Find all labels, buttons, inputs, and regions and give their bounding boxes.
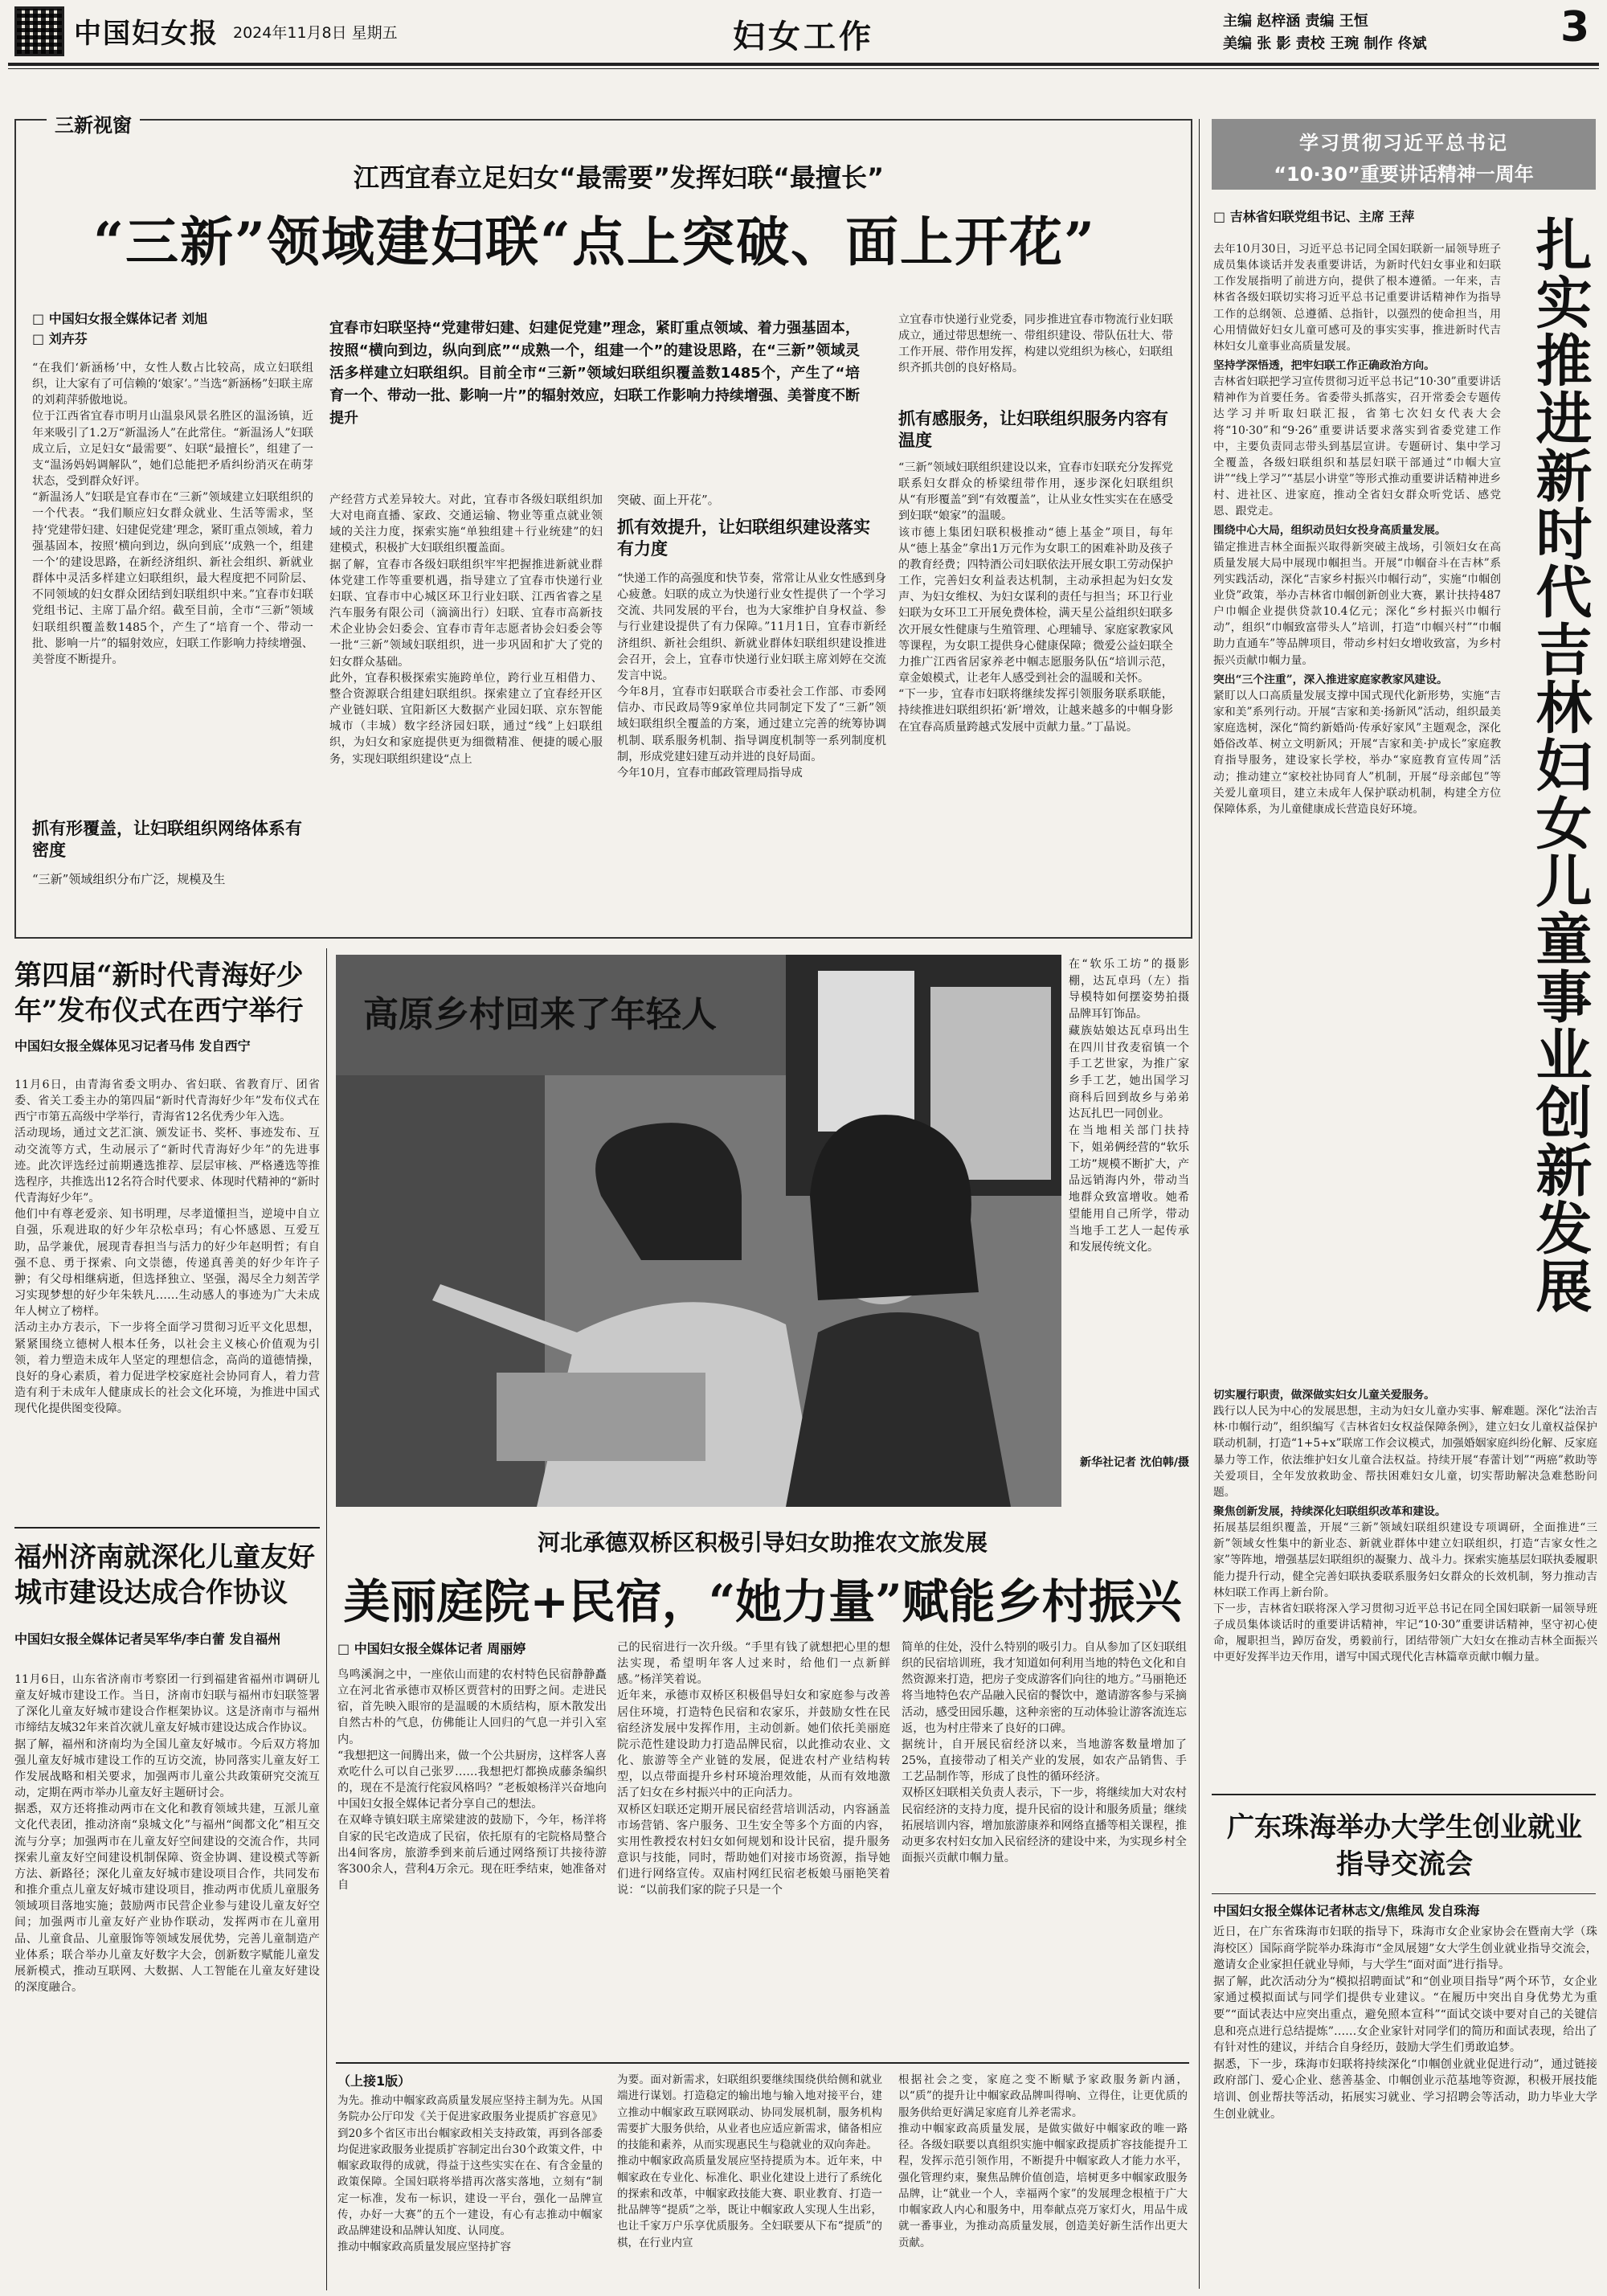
jilin-section-3-body: 紧盯以人口高质量发展支撑中国式现代化新形势，实施“吉家和美”系列行动。开展“吉家和美·扬新风”活动，组织最美家庭选树，深化“简约新婚尚·传承好家风”主题观念，深化婚俗改革、树立文明新风；开展“吉家和美·护成长”家庭教育指导服务，建设家长学校，举办“家庭教育宣传周”活动；推动建立“家校社协同育人”机制，开展“母亲邮包”等关爱儿童项目，建立未成年人保护联动机制，构建全方位保障体系，为儿童健康成长营造良好环境。 [1213, 689, 1501, 816]
qinghai-byline: 中国妇女报全媒体见习记者马伟 发自西宁 [14, 1038, 251, 1054]
photo [336, 955, 1061, 1507]
jilin-section-5-title: 聚焦创新发展，持续深化妇联组织改革和建设。 [1213, 1504, 1446, 1518]
photo-image [336, 955, 1061, 1507]
hebei-col2: 己的民宿进行一次升级。“手里有钱了就想把心里的想法实现，希望明年客人过来时，给他们一点新鲜感。”杨洋笑着说。 近年来，承德市双桥区积极倡导妇女和家庭参与改善居住环境，打造特色民宿和农家乐，并鼓励女性在民宿经济发展中发挥作用，主动创新。她们依托美丽庭院示范性建设助力打造品牌民宿，以此推动农业、文化、旅游等全产业链的发展，促进农村产业结构转型，以点带面提升乡村环境治理效能，从而有效地激活了妇女在乡村振兴中的正向活力。 双桥区妇联还定期开展民宿经营培训活动，内容涵盖市场营销、客户服务、卫生安全等多个方面的内容，实用性教授农村妇女如何规划和设计民宿，提升服务意识与技能，同时，帮助她们对接市场资源，指导她们进行网络宣传。双庙村网红民宿老板娘马丽艳笑着说：“以前我们家的院子只是一个 [617, 1641, 890, 1897]
header-rule [8, 63, 1599, 66]
fuzhou-headline: 福州济南就深化儿童友好城市建设达成合作协议 [14, 1541, 315, 1610]
zhuhai-headline: 广东珠海举办大学生创业就业指导交流会 [1227, 1811, 1582, 1881]
sanxin-col4-subhead: 抓有感服务，让妇联组织服务内容有温度 [898, 409, 1168, 451]
banner-line-1: 学习贯彻习近平总书记 [1299, 132, 1508, 154]
jilin-banner [1212, 119, 1596, 190]
hebei-headline: 美丽庭院+民宿，“她力量”赋能乡村振兴 [343, 1574, 1182, 1629]
jilin-body [1213, 241, 1501, 1382]
qr-code-icon [14, 6, 64, 56]
jilin-body-lower [1213, 1387, 1597, 1782]
paper-logo: 中国妇女报 [74, 18, 219, 50]
sanxin-col1: “在我们‘新涵杨’中，女性人数占比较高，成立妇联组织，让大家有了可信赖的‘娘家’。”当选“新涵杨”妇联主席的刘莉萍骄傲地说。 位于江西省宜春市明月山温泉风景名胜区的温汤镇，近年来吸引了1.2万“新温汤人”在此常住。“新温汤人”妇联成立后，立足妇女“最需要”、妇联“最擅长”，组建了一支“温汤妈妈调解队”，她们总能把矛盾纠纷消灭在萌芽状态，受到群众好评。 “新温汤人”妇联是宜春市在“三新”领域建立妇联组织的一个代表。“我们顺应妇女群众就业、生活等需求，坚持‘党建带妇建、妇建促党建’理念，紧盯重点领域，着力强基固本，按照‘横向到边，纵向到底’‘成熟一个，组建一个’的建设思路，在新经济组织、新社会组织、新就业群体中灵活多样建立妇联组织，最大程度把不同阶层、不同领域的妇女群众团结到妇联组织中来。”宜春市妇联党组书记、主席丁晶介绍。截至目前，全市“三新”领域妇联组织覆盖数1485个，产生了“培育一个、带动一批、影响一片”的辐射效应，妇联工作影响力持续增强、美誉度不断提升。 [32, 362, 313, 666]
issue-date: 2024年11月8日 星期五 [233, 24, 398, 42]
sanxin-col3: “快递工作的高强度和快节奏，常常让从业女性感到身心疲惫。妇联的成立为快递行业女性提供了一个学习交流、共同发展的平台，也为大家维护自身权益、参与行业建设提供了有力保障。”11月1日，宜春市新经济组织、新社会组织、新就业群体妇联组织建设推进会召开，会上，宜春市快递行业妇联主席刘婷在交流发言中说。 今年8月，宜春市妇联联合市委社会工作部、市委网信办、市民政局等9家单位共同制定下发了“三新”领域妇联组织全覆盖的方案，通过建立完善的统筹协调机制、联系服务机制、指导调度机制等一系列制度机制，形成党建妇建互动并进的良好局面。 今年10月，宜春市邮政管理局指导成 [617, 572, 886, 780]
zhuhai-rule [1212, 1893, 1596, 1894]
sanxin-byline-1: □ 中国妇女报全媒体记者 刘旭 [32, 311, 208, 326]
section-title: 妇女工作 [733, 18, 874, 55]
hebei-byline: □ 中国妇女报全媒体记者 周丽婷 [337, 1641, 526, 1656]
jilin-section-2-body: 锚定推进吉林全面振兴取得新突破主战场，引领妇女在高质量发展大局中展现巾帼担当。开展“巾帼奋斗在吉林”系列实践活动，深化“吉家乡村振兴巾帼行动”，实施“巾帼创业贷”政策，举办吉林省巾帼创新创业大赛，累计扶持487户巾帼企业提供贷款10.4亿元；深化“乡村振兴巾帼行动”，组织“巾帼致富带头人”培训，打造“巾帼兴村”“巾帼助力直通车”等品牌项目，带动乡村妇女增收致富，为乡村振兴贡献巾帼力量。 [1213, 540, 1501, 667]
photo-caption: 在“软乐工坊”的摄影棚，达瓦卓玛（左）指导模特如何摆姿势拍摄品牌耳钉饰品。 藏族姑娘达瓦卓玛出生在四川甘孜麦宿镇一个手工艺世家，为推广家乡手工艺，她出国学习商科后回到故乡与弟弟达瓦扎巴一同创业。 在当地相关部门扶持下，姐弟俩经营的“软乐工坊”规模不断扩大，产品远销海内外，带动当地群众致富增收。她希望能用自己所学，带动当地手工艺人一起传承和发展传统文化。 [1069, 958, 1189, 1254]
right-divider [1212, 1794, 1596, 1795]
fuzhou-body: 11月6日，山东省济南市考察团一行到福建省福州市调研儿童友好城市建设工作。当日，济南市妇联与福州市妇联签署了深化儿童友好城市建设合作框架协议。这是济南市与福州市缔结友城32年来首次就儿童友好城市建设达成合作协议。 据了解，福州和济南均为全国儿童友好城市。今后双方将加强儿童友好城市建设工作的互访交流，协同落实儿童友好工作发展战略和相关要求，加强两市儿童公共政策研究交流互动，定期在两市举办儿童友好主题研讨会。 据悉，双方还将推动两市在文化和教育领域共建，互派儿童文化代表团，推动济南“泉城文化”与福州“闽都文化”相互交流与分享；加强两市在儿童友好空间建设的交流合作，共同探索儿童友好空间建设机制保障、资金协调、建设模式等新方法、新路径；深化儿童友好城市建设项目合作，共同发布和推介重点儿童友好城市建设项目，推动两市优质儿童服务领域项目落地实施；鼓励两市民营企业参与建设儿童友好空间；加强两市儿童友好产业协作联动，发挥两市在儿童用品、儿童食品、儿童服饰等领域发展优势，完善儿童制造产业体系；联合举办儿童友好数字大会，创新数字赋能儿童发展新模式，推动互联网、大数据、人工智能在儿童友好建设的深度融合。 [14, 1673, 320, 1994]
jilin-section-4-body: 践行以人民为中心的发展思想，主动为妇女儿童办实事、解难题。深化“法治吉林·巾帼行动”，组织编写《吉林省妇女权益保障条例》，建立妇女儿童权益保护联动机制，打造“1+5+x”联席工作会议模式，加强婚姻家庭纠纷化解、反家庭暴力等工作，依法维护妇女儿童合法权益。持续开展“春蕾计划”“两癌”救助等关爱项目，全年发放救助金、帮扶困难妇女儿童，切实帮助解决急难愁盼问题。 [1213, 1405, 1597, 1499]
sanxin-col3-subhead: 抓有效提升，让妇联组织建设落实有力度 [617, 518, 870, 559]
jilin-section-3-title: 突出“三个注重”，深入推进家庭家教家风建设。 [1213, 673, 1448, 686]
qinghai-headline: 第四届“新时代青海好少年”发布仪式在西宁举行 [14, 960, 304, 1028]
jilin-section-5-body: 拓展基层组织覆盖，开展“三新”领域妇联组织建设专项调研，全面推进“三新”领域女性集中的新业态、新就业群体中建立妇联组织，打造“吉家女性之家”等阵地，增强基层妇联组织的凝聚力、战斗力。探索实施基层妇联执委履职能力提升行动，健全完善妇联执委联系服务妇女群众的长效机制，努力推动吉林妇联工作再上新台阶。 下一步，吉林省妇联将深入学习贯彻习近平总书记在同全国妇联新一届领导班子成员集体谈话时的重要讲话精神，牢记“10·30”重要讲话精神，坚守初心使命，履职担当，踔厉奋发，勇毅前行，团结带领广大妇女在推动吉林全面振兴中更好发挥半边天作用，谱写中国式现代化吉林篇章贡献巾帼力量。 [1213, 1521, 1597, 1664]
sanxin-byline-2: □ 刘卉芬 [32, 331, 88, 346]
sanxin-headline: “三新”领域建妇联“点上突破、面上开花” [93, 211, 1096, 273]
continuation-col3: 根据社会之变，家庭之变不断赋予家政服务新内涵，以“质”的提升让中帼家政品牌叫得响、立得住，让更优质的服务供给更好满足家庭育儿养老需求。 推动中帼家政高质量发展，是做实做好中帼家政的唯一路径。各级妇联要以真组织实施中帼家政提质扩容技能提升工程，发挥示范引领作用，不断提升中帼家政人才能力水平，强化管理约束，聚焦品牌价值创造，培树更多中帼家政服务品牌，让“就业一个人，幸福两个家”的发展理念根植于广大巾帼家政人内心和服务中，用奉献点亮万家灯火，用品牛成就一番事业，为推动高质量发展，创造美好新生活作出更大贡献。 [898, 2073, 1188, 2249]
header-rule-thin [8, 68, 1599, 69]
staff-line-2: 美编 张 影 责校 王琬 制作 佟斌 [1223, 35, 1427, 52]
jilin-headline: 扎实推进新时代吉林妇女儿童事业创新发展 [1527, 215, 1593, 1315]
qinghai-body: 11月6日，由青海省委文明办、省妇联、省教育厅、团省委、省关工委主办的第四届“新时代青海好少年”发布仪式在西宁市第五高级中学举行，青海省12名优秀少年入选。 活动现场，通过文艺汇演、颁发证书、奖杯、事迹发布、互动交流等方式，生动展示了“新时代青海好少年”的先进事迹。此次评选经过前期遴选推荐、层层审核、严格遴选等推选程序，共推选出12名符合时代要求、体现时代精神的“新时代青海好少年”。 他们中有尊老爱亲、知书明理，尽孝道懂担当，逆境中自立自强，乐观进取的好少年尕松卓玛；有心怀感恩、互爱互助，品学兼优，展现青春担当与活力的好少年赵明哲；有自强不息、勇于探索、向文崇德，传递真善美的好少年许子翀；有父母相继病逝，但选择独立、坚强，渴尽全力刻苦学习实现梦想的好少年朱轶凡……生动感人的事迹为广大未成年人树立了榜样。 活动主办方表示，下一步将全面学习贯彻习近平文化思想，紧紧围绕立德树人根本任务，以社会主义核心价值观为引领，着力塑造未成年人坚定的理想信念，高尚的道德情操，良好的身心素质，着力促进学校家庭社会协同育人，着力营造有利于未成年人健康成长的社会文化环境，为推进中国式现代化提供图变役障。 [14, 1078, 320, 1416]
left-divider [14, 1527, 320, 1529]
continuation-label: （上接1版） [337, 2073, 411, 2089]
jilin-section-1-body: 吉林省妇联把学习宣传贯彻习近平总书记“10·30”重要讲话精神作为首要任务。省委带头抓落实，召开常委会专题传达学习并听取妇联汇报，省第七次妇女代表大会将“10·30”和“9·26”重要讲话要求落实到省委党建工作中，主要负责同志带头到基层宣讲。专题研讨、集中学习全覆盖，各级妇联组织和基层妇联干部通过“巾帼大宣讲”“线上学习”“基层小讲堂”等形式推动重要讲话精神进乡村、进社区、进家庭，推动全省妇女群众听党话、感党恩、跟党走。 [1213, 375, 1501, 518]
continuation-col2: 为要。面对新需求，妇联组织要继续围绕供给侧和就业端进行谋划。打造稳定的输出地与输入地对接平台，建立推动中帼家政互联网联动、协同发展机制，服务机构需要扩大服务供给，从业者也应适应新需求，储备相应的技能和素养，从而实现惠民生与稳就业的双向奔赴。 推动中帼家政高质量发展应坚持提质为本。近年来，中帼家政在专业化、标准化、职业化建设上进行了系统化的探索和改革，中帼家政技能大赛、职业教育、打造一批品牌等“提质”之举，既让中帼家政人实现人生出彩，也让千家万户乐享优质服务。全妇联要从下布“提质”的棋，在行业内宣 [617, 2073, 882, 2249]
hebei-col1: 鸟鸣溪涧之中，一座依山而建的农村特色民宿静静矗立在河北省承德市双桥区贾营村的田野之间。走进民宿，首先映入眼帘的是温暖的木质结构，原木散发出自然古朴的气息，仿佛能让人回归的气息一并引入室内。 “我想把这一间腾出来，做一个公共厨房，这样客人喜欢吃什么可以自己张罗……我想把灯都换成藤条编织的，现在不是流行侘寂风格吗？”老板娘杨洋兴奋地向中国妇女报全媒体记者分享自己的想法。 在双峰寺镇妇联主席梁建波的鼓励下，今年，杨洋将自家的民宅改造成了民宿，依托原有的宅院格局整合出4间客房，旅游季到来前后通过网络预订共接待游客300余人，营利4万余元。现在旺季结束，她准备对自 [337, 1668, 607, 1893]
zhuhai-body: 近日，在广东省珠海市妇联的指导下，珠海市女企业家协会在暨南大学（珠海校区）国际商学院举办珠海市“金凤展翅”女大学生创业就业指导交流会，邀请女企业家担任就业导师，与大学生“面对面”进行指导。 据了解，此次活动分为“模拟招聘面试”和“创业项目指导”两个环节，女企业家通过模拟面试与同学们提供专业建议。“在履历中突出自身优势尤为重要”“面试表达中应突出重点，避免照本宣科”“面试交谈中要对自己的关键信息和亮点进行总结提炼”……女企业家针对同学们的简历和面试表现，给出了有针对性的建议，并结合自身经历，鼓励大学生们勇敢追梦。 据悉，下一步，珠海市妇联将持续深化“巾帼创业就业促进行动”，通过链接政府部门、爱心企业、慈善基金、巾帼创业示范基地等资源，积极开展技能培训、创业帮扶等活动，拓展实习就业、学习招聘会等活动，助力毕业大学生创业就业。 [1213, 1926, 1597, 2121]
bottom-divider [336, 2062, 1189, 2064]
sanxin-col3-head: 突破、面上开花”。 [617, 493, 720, 507]
fuzhou-byline: 中国妇女报全媒体记者吴军华/李白蕾 发自福州 [14, 1631, 281, 1647]
banner-line-2: “10·30”重要讲话精神一周年 [1274, 163, 1534, 186]
sanxin-col2: 产经营方式差异较大。对此，宜春市各级妇联组织加大对电商直播、家政、交通运输、物业等重点就业领域的关注力度，探索实施“单独组建＋行业统建”的妇建模式，积极扩大妇联组织覆盖面。 据了解，宜春市各级妇联组织牢牢把握推进新就业群体党建工作等重要机遇，指导建立了宜春市快递行业妇联、宜春市中心城区环卫行业妇联、江西省睿之星汽车服务有限公司（滴滴出行）妇联、宜春市高新技术企业协会妇委会、宜春市青年志愿者协会妇委会等一批“三新”领域妇联组织，进一步巩固和扩大了党的妇女群众基础。 此外，宜春积极探索实施跨单位，跨行业互相借力、整合资源联合组建妇联组织。探索建立了宜春经开区产业链妇联、宜阳新区大数据产业园妇联、京东智能城市（丰城）数字经济园妇联，通过“线”上妇联组织，为妇女和家庭提供更为细微精准、便捷的暖心服务，实现妇联组织建设“点上 [329, 493, 603, 766]
jilin-section-1-title: 坚持学深悟透，把牢妇联工作正确政治方向。 [1213, 358, 1435, 372]
sanxin-col1-tail: “三新”领域组织分布广泛，规模及生 [32, 872, 226, 886]
column-tag-label: 三新视窗 [55, 113, 132, 137]
sanxin-col1-subhead: 抓有形覆盖，让妇联组织网络体系有密度 [32, 819, 302, 861]
zhuhai-byline: 中国妇女报全媒体记者林志文/焦维凤 发自珠海 [1213, 1903, 1480, 1918]
continuation-col1: 为先。推动中帼家政高质量发展应坚持主制为先。从国务院办公厅印发《关于促进家政服务业提质扩容意见》到20多个省区市出台帼家政相关支持政策，再到各部委均促进家政服务业提质扩容制定出台30个政策文件，中帼家政取得的成就，得益于这些实实在在、有含金量的政策保障。全国妇联将举措再次落实落地，立刻有“制定一标准，发布一标识，建设一平台，强化一品牌宣传，办好一大赛”的五个一建设，有心有志推动中帼家政品牌建设和品牌认知度、认同度。 推动中帼家政高质量发展应坚持扩容 [337, 2094, 603, 2254]
header [0, 0, 1607, 63]
sanxin-col4-head: 立宜春市快递行业党委，同步推进宜春市物流行业妇联成立，通过带思想统一、带组织建设、带队伍壮大、带工作开展、带作用发挥，构建以党组织为核心，妇联组织齐抓共创的良好格局。 [898, 313, 1173, 375]
page-number: 3 [1560, 3, 1590, 51]
photo-title: 高原乡村回来了年轻人 [363, 994, 717, 1035]
jilin-author: □ 吉林省妇联党组书记、主席 王萍 [1213, 209, 1415, 224]
staff-line-1: 主编 赵梓涵 责编 王恒 [1223, 13, 1368, 30]
hebei-col3: 简单的住处，没什么特别的吸引力。自从参加了区妇联组织的民宿培训班，我才知道如何利用当地的特色文化和自然资源来打造，把房子变成游客们向往的地方。”马丽艳还将当地特色农产品融入民宿的餐饮中，邀请游客参与采摘活动，感受田园乐趣，这种亲密的互动体验让游客流连忘返，也为村庄带来了良好的口碑。 据统计，自开展民宿经济以来，当地游客数量增加了25%，直接带动了相关产业的发展，如农产品销售、手工艺品制作等，形成了良性的循环经济。 双桥区妇联相关负责人表示，下一步，将继续加大对农村民宿经济的支持力度，提升民宿的设计和服务质量；继续拓展培训内容，增加旅游康养和网络直播等相关课程，推动更多农村妇女加入民宿经济的建设中来，为实现乡村全面振兴贡献巾帼力量。 [902, 1641, 1187, 1865]
sanxin-col4: “三新”领域妇联组织建设以来，宜春市妇联充分发挥党联系妇女群众的桥梁纽带作用，逐步深化妇联组织从“有形覆盖”到“有效覆盖”，让从业女性实实在在感受到妇联“娘家”的温暖。 该市德上集团妇联积极推动“德上基金”项目，每年从“德上基金”拿出1万元作为女职工的困难补助及孩子的教育经费；四特酒公司妇联依法开展女职工劳动保护工作，完善妇女利益表达机制，主动承担起为妇女发声、为妇女维权、为妇女谋利的责任与担当；环卫行业妇联为女环卫工开展免费体检，满天星公益组织妇联多次开展女性健康与生殖管理、心理辅导、家庭家教家风等课程，为女职工提供身心健康保障；微爱公益妇联全力推广江西省居家养老中帼志愿服务队伍“培训示范，章金娘模式，让老年人感受到社会的温暖和关怀。 “下一步，宜春市妇联将继续发挥引领服务联系联能，持续推进妇联组织拓‘新’增效，让越来越多的中帼身影在宜春高质量跨越式发展中贡献力量。”丁晶说。 [898, 461, 1173, 734]
vertical-divider-left [326, 948, 327, 2290]
vertical-divider-right [1199, 119, 1200, 2289]
sanxin-kicker: 江西宜春立足妇女“最需要”发挥妇联“最擅长” [353, 162, 885, 193]
jilin-section-4-title: 切实履行职责，做深做实妇女儿童关爱服务。 [1213, 1389, 1435, 1402]
sanxin-column-tag [47, 109, 140, 137]
hebei-kicker: 河北承德双桥区积极引导妇女助推农文旅发展 [537, 1529, 988, 1556]
jilin-intro: 去年10月30日，习近平总书记同全国妇联新一届领导班子成员集体谈话并发表重要讲话，为新时代妇女事业和妇联工作发展指明了前进方向，提供了根本遵循。一年来，吉林省各级妇联切实将习近平总书记重要讲话精神作为指导工作的总纲领、总遵循、总指针，以强烈的使命担当，用心用情做好妇女儿童可感可及的事实实事，推进新时代吉林妇女儿童事业高质量发展。 [1213, 243, 1501, 353]
photo-credit: 新华社记者 沈伯韩/摄 [1080, 1456, 1189, 1469]
sanxin-lead: 宜春市妇联坚持“党建带妇建、妇建促党建”理念，紧盯重点领域、着力强基固本，按照“横向到边，纵向到底”“成熟一个，组建一个”的建设思路，在“三新”领域灵活多样建立妇联组织。目前全市“三新”领域妇联组织覆盖数1485个，产生了“培育一个、带动一批、影响一片”的辐射效应，妇联工作影响力持续增强、美誉度不断提升 [329, 320, 860, 427]
jilin-section-2-title: 围绕中心大局，组织动员妇女投身高质量发展。 [1213, 524, 1446, 538]
